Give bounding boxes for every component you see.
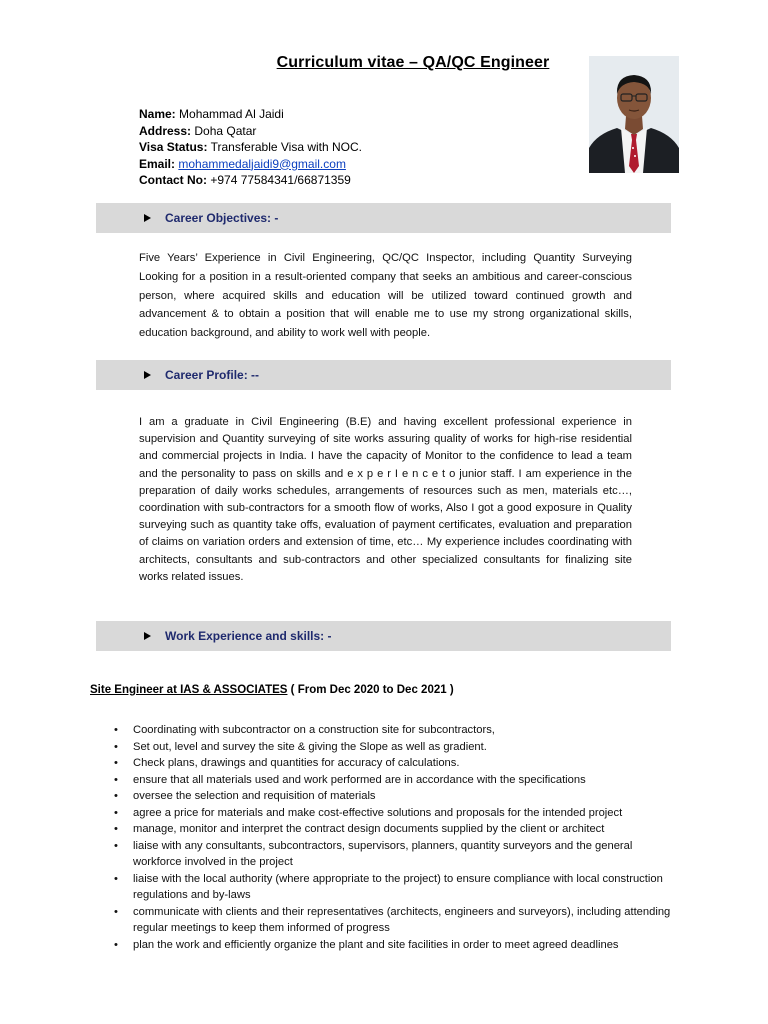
- section-title: Work Experience and skills: -: [165, 629, 332, 643]
- name-row: [139, 106, 362, 123]
- list-item: • Check plans, drawings and quantities for accuracy of calculations.: [114, 755, 674, 772]
- paragraph: I am a graduate in Civil Engineering (B.E) and having excellent professional experience in supervision and Quantity surveying of site works assuring quality of works for high-rise residential and commercial projects in India. I have the capacity of Monitor to the confidence to lead a team and the personality to pass on skills and e x p e r I e n c e t o junior staff. I am experience in the preparation of daily works schedules, arrangements of resources such as men, materials etc…, coordination with sub-contractors for a smooth flow of works, Also I got a good exposure in Quality surveying such as quantity take offs, evaluation of payment certificates, evaluation and preparation of claims on variation orders and extension of time, etc… My experience includes coordinating with architects, consultants and sub-contractors and other specialized consultants for finalizing site works related issues.: [139, 416, 632, 583]
- list-item: • liaise with the local authority (where appropriate to the project) to ensure compliance with local construction regulations and by-laws: [114, 871, 674, 904]
- list-item: • oversee the selection and requisition of materials: [114, 788, 674, 805]
- career-profile-header: [96, 360, 671, 390]
- contact-details: [139, 106, 362, 189]
- job-title: Site Engineer at IAS & ASSOCIATES: [90, 684, 288, 696]
- email-link[interactable]: mohammedaljaidi9@gmail.com: [178, 156, 346, 171]
- phone-label: Contact No:: [139, 173, 207, 187]
- paragraph: Five Years’ Experience in Civil Engineering, QC/QC Inspector, including Quantity Surveying Looking for a position in a result-oriented company that seeks an ambitious and career-conscious person, where acquired skills and education will be utilized toward continued growth and advancement & to obtain a position that will enable me to use my strong organizational skills, education background, and ability to work well with people.: [139, 252, 632, 340]
- phone-value: +974 77584341/66871359: [210, 173, 351, 187]
- list-item: • ensure that all materials used and work performed are in accordance with the specifications: [114, 772, 674, 789]
- name-label: Name:: [139, 107, 176, 121]
- address-label: Address:: [139, 123, 192, 138]
- job-period: ( From Dec 2020 to Dec 2021 ): [287, 684, 454, 696]
- arrow-bullet-icon: [144, 632, 151, 640]
- email-row: [139, 156, 362, 173]
- name-value: Mohammad Al Jaidi: [179, 107, 284, 121]
- arrow-bullet-icon: [144, 371, 151, 379]
- job-heading: [90, 684, 454, 696]
- document-title: Curriculum vitae – QA/QC Engineer: [276, 54, 550, 71]
- section-title: Career Objectives: -: [165, 211, 279, 225]
- visa-label: Visa Status:: [139, 140, 208, 154]
- visa-row: [139, 139, 362, 156]
- address-value: Doha Qatar: [194, 123, 257, 138]
- email-label: Email:: [139, 156, 176, 171]
- list-item: • Coordinating with subcontractor on a construction site for subcontractors,: [114, 722, 674, 739]
- work-experience-header: [96, 621, 671, 651]
- list-item: • plan the work and efficiently organize the plant and site facilities in order to meet agreed deadlines: [114, 937, 674, 954]
- career-objectives-header: [96, 203, 671, 233]
- address-row: [139, 123, 362, 140]
- duties-list: [114, 722, 674, 953]
- phone-row: [139, 172, 362, 189]
- list-item: • communicate with clients and their representatives (architects, engineers and surveyors), including attending regular meetings to keep them informed of progress: [114, 904, 674, 937]
- arrow-bullet-icon: [144, 214, 151, 222]
- list-item: • Set out, level and survey the site & giving the Slope as well as gradient.: [114, 739, 674, 756]
- career-objectives-text: [139, 249, 632, 343]
- section-title: Career Profile: --: [165, 368, 260, 382]
- visa-value: Transferable Visa with NOC.: [210, 140, 362, 154]
- career-profile-text: [139, 414, 632, 586]
- profile-photo-image: [589, 56, 679, 173]
- list-item: • manage, monitor and interpret the contract design documents supplied by the client or architect: [114, 821, 674, 838]
- list-item: • agree a price for materials and make cost-effective solutions and proposals for the intended project: [114, 805, 674, 822]
- profile-photo: [589, 56, 679, 173]
- list-item: • liaise with any consultants, subcontractors, supervisors, planners, quantity surveyors and the general workforce involved in the project: [114, 838, 674, 871]
